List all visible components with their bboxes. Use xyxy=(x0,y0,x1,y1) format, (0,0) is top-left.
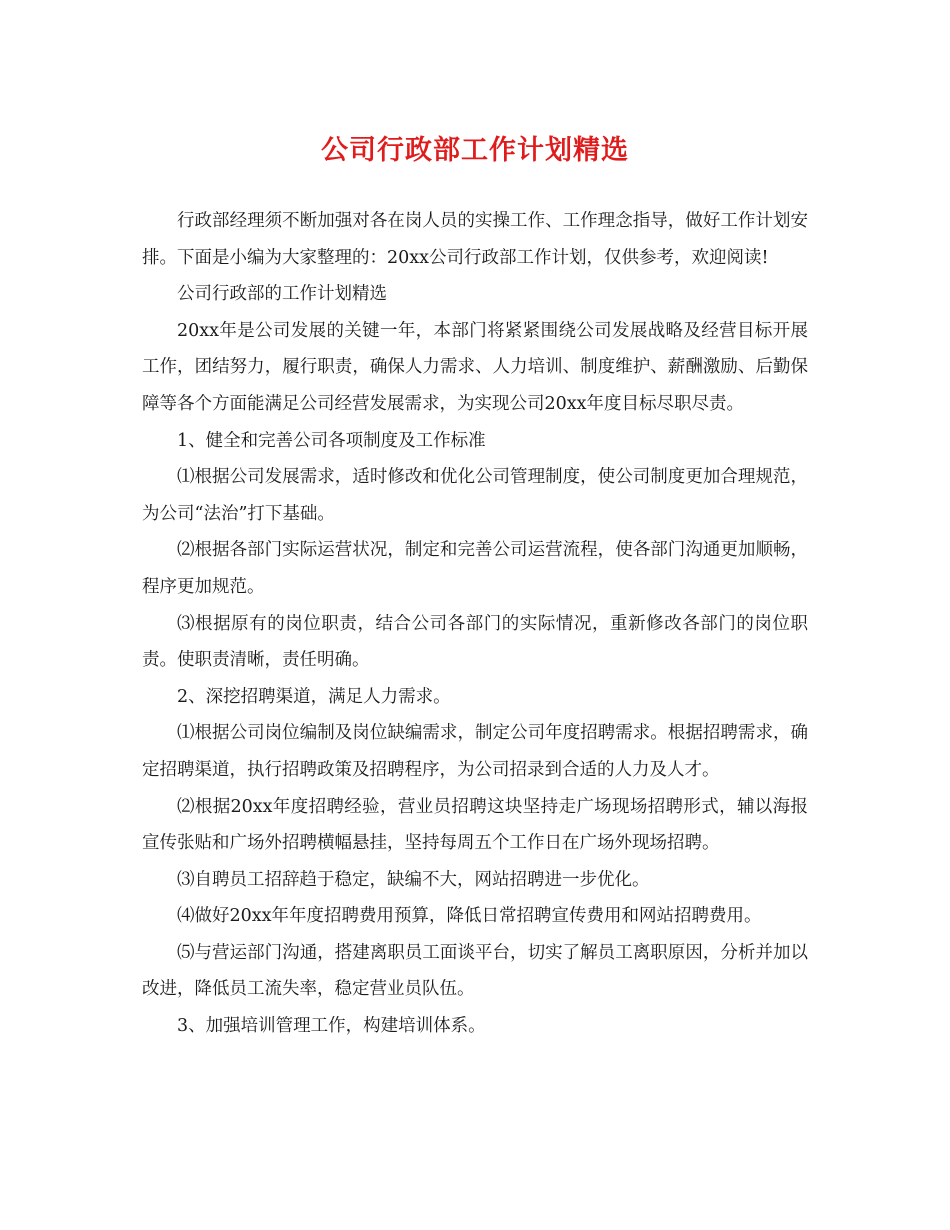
list-item: ⑴根据公司发展需求，适时修改和优化公司管理制度，使公司制度更加合理规范，为公司“法治”打下基础。 xyxy=(142,467,808,524)
list-item: ⑴根据公司岗位编制及岗位缺编需求，制定公司年度招聘需求。根据招聘需求，确定招聘渠道，执行招聘政策及招聘程序，为公司招录到合适的人力及人才。 xyxy=(142,723,808,780)
list-item: ⑷做好20xx年年度招聘费用预算，降低日常招聘宣传费用和网站招聘费用。 xyxy=(177,906,762,927)
document-title: 公司行政部工作计划精选 xyxy=(321,135,629,166)
paragraph-intro: 行政部经理须不断加强对各在岗人员的实操工作、工作理念指导，做好工作计划安排。下面是小编为大家整理的：20xx公司行政部工作计划，仅供参考，欢迎阅读! xyxy=(142,211,808,268)
list-item: ⑵根据各部门实际运营状况，制定和完善公司运营流程，使各部门沟通更加顺畅，程序更加规范。 xyxy=(142,540,808,597)
list-item: ⑶自聘员工招辞趋于稳定，缺编不大，网站招聘进一步优化。 xyxy=(177,869,650,890)
list-item: ⑸与营运部门沟通，搭建离职员工面谈平台，切实了解员工离职原因，分析并加以改进，降低员工流失率，稳定营业员队伍。 xyxy=(142,942,808,1000)
paragraph-subtitle: 公司行政部的工作计划精选 xyxy=(177,284,387,305)
paragraph-overview: 20xx年是公司发展的关键一年，本部门将紧紧围绕公司发展战略及经营目标开展工作，团结努力，履行职责，确保人力需求、人力培训、制度维护、薪酬激励、后勤保障等各个方面能满足公司经营发展需求，为实现公司20xx年度目标尽职尽责。 xyxy=(142,320,808,414)
list-item: ⑵根据20xx年度招聘经验，营业员招聘这块坚持走广场现场招聘形式，辅以海报宣传张贴和广场外招聘横幅悬挂，坚持每周五个工作日在广场外现场招聘。 xyxy=(142,796,808,854)
document-body xyxy=(142,203,808,1045)
section-heading-1: 1、健全和完善公司各项制度及工作标准 xyxy=(177,430,486,451)
section-heading-3: 3、加强培训管理工作，构建培训体系。 xyxy=(177,1016,486,1037)
section-heading-2: 2、深挖招聘渠道，满足人力需求。 xyxy=(177,686,451,707)
list-item: ⑶根据原有的岗位职责，结合公司各部门的实际情况，重新修改各部门的岗位职责。使职责清晰，责任明确。 xyxy=(142,613,808,671)
